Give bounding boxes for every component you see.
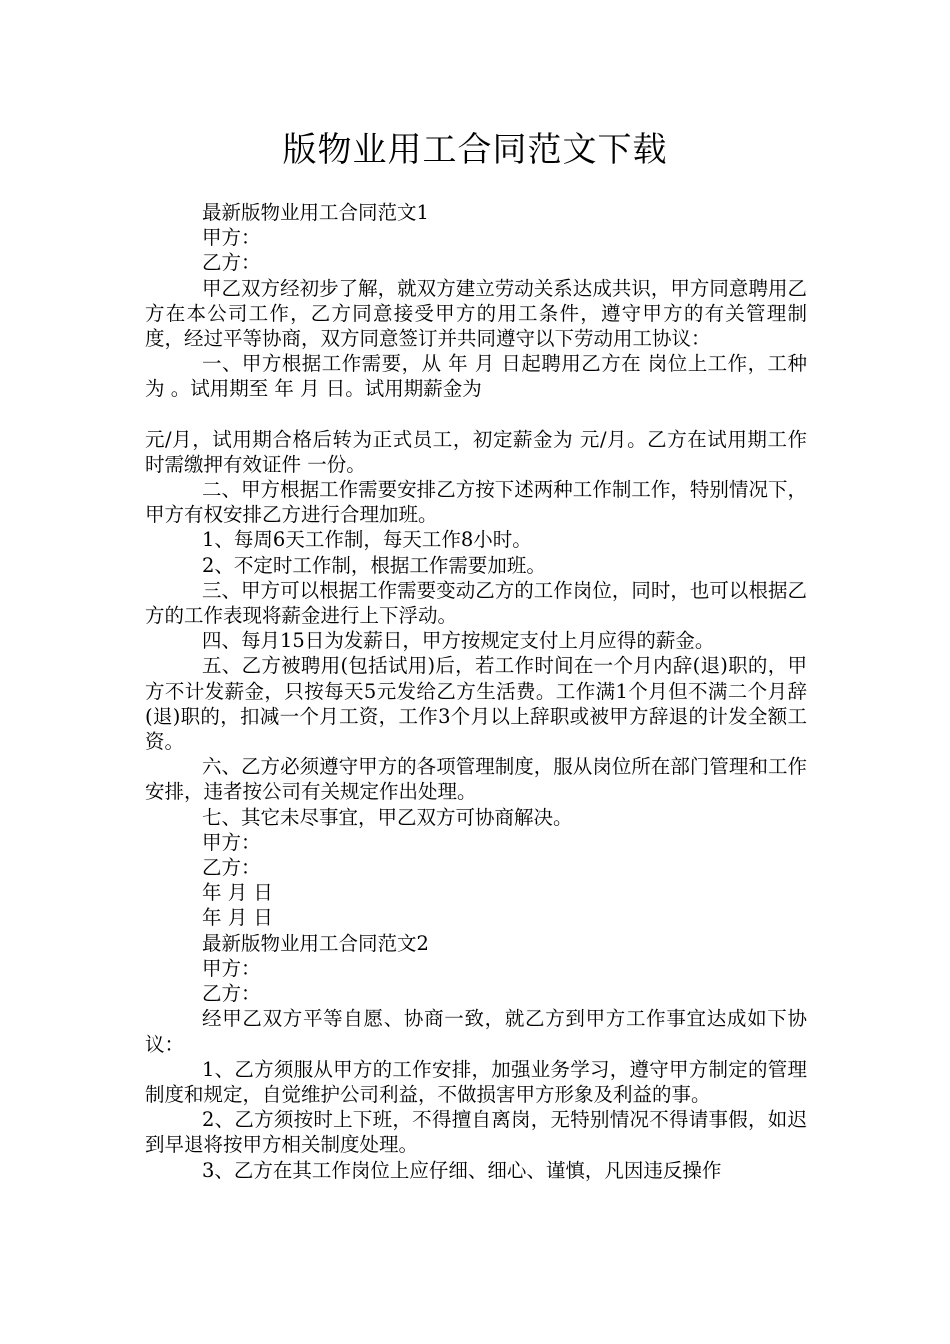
paragraph: 2、不定时工作制，根据工作需要加班。 bbox=[202, 553, 546, 577]
paragraph: 年 月 日 bbox=[202, 906, 273, 930]
paragraph: 甲乙双方经初步了解，就双方建立劳动关系达成共识，甲方同意聘用乙方在本公司工作，乙方同意接受甲方的用工条件，遵守甲方的有关管理制度，经过平等协商，双方同意签订并共同遵守以下劳动用工协议： bbox=[145, 276, 807, 351]
paragraph: 三、甲方可以根据工作需要变动乙方的工作岗位，同时，也可以根据乙方的工作表现将薪金进行上下浮动。 bbox=[145, 578, 807, 628]
paragraph: 甲方： bbox=[202, 226, 261, 250]
paragraph: 最新版物业用工合同范文1 bbox=[202, 201, 429, 224]
paragraph: 五、乙方被聘用(包括试用)后，若工作时间在一个月内辞(退)职的，甲方不计发薪金，只按每天5元发给乙方生活费。工作满1个月但不满二个月辞(退)职的，扣减一个月工资，工作3个月以上辞职或被甲方辞退的计发全额工资。 bbox=[145, 654, 807, 754]
document-title: 版物业用工合同范文下载 bbox=[282, 130, 668, 170]
paragraph: 乙方： bbox=[202, 251, 261, 275]
paragraph: 甲方： bbox=[202, 830, 261, 854]
paragraph: 六、乙方必须遵守甲方的各项管理制度，服从岗位所在部门管理和工作安排，违者按公司有关规定作出处理。 bbox=[145, 755, 807, 804]
paragraph: 元/月，试用期合格后转为正式员工，初定薪金为 元/月。乙方在试用期工作时需缴押有效证件 一份。 bbox=[145, 427, 807, 476]
paragraph: 四、每月15日为发薪日，甲方按规定支付上月应得的薪金。 bbox=[202, 629, 715, 653]
paragraph: 乙方： bbox=[202, 982, 261, 1006]
paragraph: 乙方： bbox=[202, 856, 261, 880]
paragraph: 1、每周6天工作制，每天工作8小时。 bbox=[202, 528, 532, 552]
paragraph: 二、甲方根据工作需要安排乙方按下述两种工作制工作，特别情况下，甲方有权安排乙方进行合理加班。 bbox=[145, 478, 807, 527]
paragraph: 七、其它未尽事宜，甲乙双方可协商解决。 bbox=[202, 805, 573, 829]
document-body bbox=[145, 200, 807, 1183]
paragraph: 3、乙方在其工作岗位上应仔细、细心、谨慎，凡因违反操作 bbox=[202, 1158, 722, 1182]
paragraph: 最新版物业用工合同范文2 bbox=[202, 931, 429, 955]
blank-line bbox=[145, 402, 807, 427]
paragraph: 甲方： bbox=[202, 956, 261, 980]
paragraph: 经甲乙双方平等自愿、协商一致，就乙方到甲方工作事宜达成如下协议： bbox=[145, 1007, 807, 1056]
paragraph: 2、乙方须按时上下班，不得擅自离岗，无特别情况不得请事假，如迟到早退将按甲方相关制度处理。 bbox=[145, 1108, 807, 1157]
paragraph: 1、乙方须服从甲方的工作安排，加强业务学习，遵守甲方制定的管理制度和规定，自觉维护公司利益，不做损害甲方形象及利益的事。 bbox=[145, 1057, 807, 1106]
paragraph: 年 月 日 bbox=[202, 881, 273, 905]
paragraph: 一、甲方根据工作需要，从 年 月 日起聘用乙方在 岗位上工作，工种为 。试用期至 年 月 日。试用期薪金为 bbox=[145, 352, 807, 401]
